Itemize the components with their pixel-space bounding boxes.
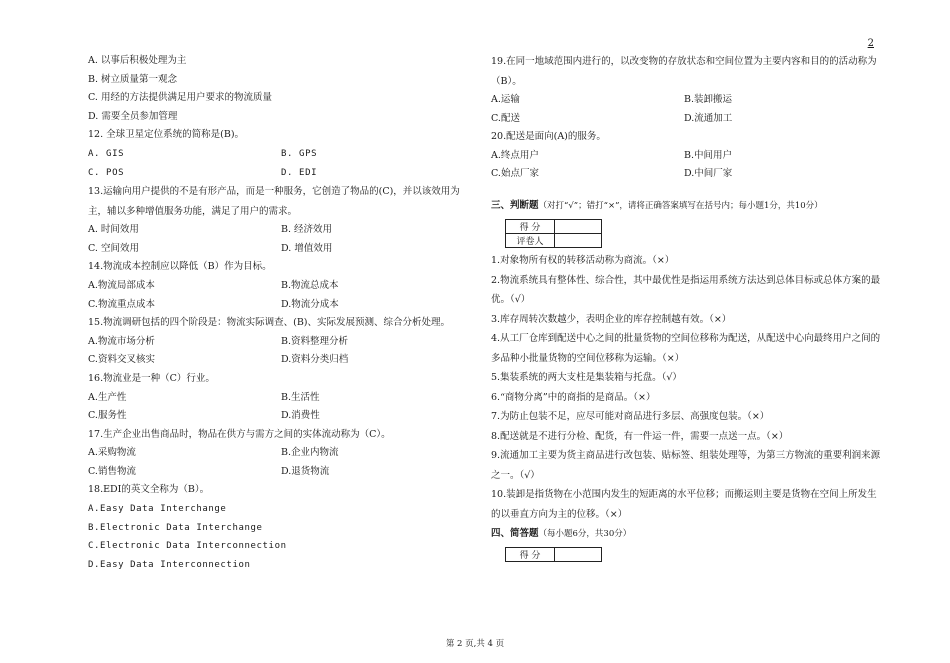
q19-options-row1	[491, 91, 881, 110]
page-footer: 第 2 页,共 4 页	[445, 639, 505, 649]
section-3-title: 三、判断题	[491, 199, 539, 211]
q11-option-d: D. 需要全员参加管理	[88, 110, 178, 122]
grader-label: 评卷人	[506, 234, 555, 248]
q15-option-d: D.资料分类归档	[281, 354, 349, 366]
q14-option-b: B.物流总成本	[281, 279, 339, 291]
section-4-title: 四、简答题	[491, 528, 539, 540]
judgment-5: 5.集装系统的两大支柱是集装箱与托盘。（√）	[491, 372, 682, 384]
score-cell[interactable]	[555, 220, 602, 234]
grader-cell[interactable]	[555, 234, 602, 248]
q14-options-row2	[88, 296, 478, 315]
q11-option-c: C. 用经的方法提供满足用户要求的物流质量	[88, 92, 272, 104]
score-table-section-4	[505, 547, 602, 562]
q13-option-a: A. 时间效用	[88, 224, 139, 236]
q16-option-b: B.生活性	[281, 391, 320, 403]
q12-options-row1	[88, 145, 478, 164]
judgment-8: 8.配送就是不进行分检、配货，有一件运一件，需要一点送一点。（×）	[491, 430, 789, 442]
q18-option-b: B.Electronic Data Interchange	[88, 522, 263, 533]
q17-option-d: D.退货物流	[281, 465, 330, 477]
q13-option-b: B. 经济效用	[281, 224, 333, 236]
q15-options-row2	[88, 351, 478, 370]
judgment-7: 7.为防止包装不足，应尽可能对商品进行多层、高强度包装。（×）	[491, 411, 770, 423]
q19-stem: 19.在同一地域范围内进行的，以改变物的存放状态和空间位置为主要内容和目的的活动称为（B）。	[491, 56, 877, 87]
section-3-heading	[491, 196, 881, 217]
judgment-10: 10.装卸是指货物在小范围内发生的短距离的水平位移；而搬运则主要是货物在空间上所发生的以垂直方向为主的位移。（×）	[491, 489, 877, 520]
q20-option-b: B.中间用户	[684, 149, 733, 161]
judgment-1: 1.对象物所有权的转移活动称为商流。（×）	[491, 255, 675, 267]
q19-option-c: C.配送	[491, 112, 520, 124]
judgment-4: 4.从工厂仓库到配送中心之间的批量货物的空间位移称为配送，从配送中心向最终用户之间的多品种小批量货物的空间位移称为运输。（×）	[491, 333, 881, 364]
q14-options-row1	[88, 277, 478, 296]
q12-option-d: D. EDI	[281, 167, 318, 178]
q12-options-row2	[88, 164, 478, 183]
q19-option-a: A.运输	[491, 94, 520, 105]
judgment-2: 2.物流系统具有整体性、综合性，其中最优性是指运用系统方法达到总体目标或总体方案的最优。（√）	[491, 274, 881, 306]
q19-options-row2	[491, 110, 881, 129]
judgment-9: 9.流通加工主要为货主商品进行改包装、贴标签、组装处理等，为第三方物流的重要利润来源之一。（√）	[491, 450, 881, 481]
q16-options-row1	[88, 389, 478, 408]
q17-option-c: C.销售物流	[88, 465, 136, 477]
q15-stem: 15.物流调研包括的四个阶段是：物流实际调查、(B)、实际发展预测、综合分析处理。	[88, 317, 451, 329]
q15-option-c: C.资料交叉核实	[88, 354, 155, 366]
q16-option-c: C.服务性	[88, 410, 127, 422]
q13-stem: 13.运输向用户提供的不是有形产品，而是一种服务，它创造了物品的(C)，并以该效用为主，辅以多种增值服务功能，满足了用户的需求。	[88, 186, 460, 217]
q13-option-d: D. 增值效用	[281, 242, 333, 254]
q13-options-row1	[88, 221, 478, 240]
q18-option-c: C.Electronic Data Interconnection	[88, 541, 287, 552]
q13-option-c: C. 空间效用	[88, 242, 139, 254]
q20-options-row1	[491, 147, 881, 166]
q18-stem: 18.EDI的英文全称为（B）。	[88, 484, 210, 496]
q11-option-b: B. 树立质量第一观念	[88, 73, 178, 85]
q11-option-a: A. 以事后积极处理为主	[88, 55, 187, 66]
q18-option-d: D.Easy Data Interconnection	[88, 559, 251, 570]
q14-option-c: C.物流重点成本	[88, 298, 155, 310]
q20-option-d: D.中间厂家	[684, 168, 733, 180]
section-3-note: （对打“√”；错打“×”，请将正确答案填写在括号内；每小题1分，共10分）	[538, 200, 823, 211]
q12-option-b: B. GPS	[281, 148, 318, 159]
q15-option-a: A.物流市场分析	[88, 335, 155, 347]
q17-options-row1	[88, 444, 478, 463]
section-4-note: （每小题6分，共30分）	[538, 529, 632, 540]
q14-option-a: A.物流局部成本	[88, 279, 155, 291]
q16-option-d: D.消费性	[281, 410, 320, 422]
judgment-3: 3.库存周转次数越少，表明企业的库存控制越有效。（×）	[491, 313, 732, 325]
q15-option-b: B.资料整理分析	[281, 335, 349, 347]
q17-option-a: A.采购物流	[88, 447, 136, 459]
q16-stem: 16.物流业是一种（C）行业。	[88, 372, 215, 384]
q16-options-row2	[88, 407, 478, 426]
judgment-6: 6.“商物分离”中的商指的是商品。（×）	[491, 391, 656, 403]
q20-options-row2	[491, 165, 881, 184]
q20-option-a: A.终点用户	[491, 149, 539, 161]
q13-options-row2	[88, 240, 478, 259]
score-table-section-3	[505, 219, 602, 248]
q14-stem: 14.物流成本控制应以降低（B）作为目标。	[88, 261, 272, 273]
left-column	[88, 52, 478, 574]
score-label: 得 分	[506, 220, 555, 234]
score-label-section-4: 得 分	[506, 547, 555, 561]
right-column	[491, 52, 881, 565]
q16-option-a: A.生产性	[88, 391, 127, 403]
q12-option-c: C. POS	[88, 167, 125, 178]
score-cell-section-4[interactable]	[555, 547, 602, 561]
q14-option-d: D.物流分成本	[281, 298, 339, 310]
q15-options-row1	[88, 333, 478, 352]
q19-option-d: D.流通加工	[684, 112, 733, 124]
page-number: 2	[867, 38, 874, 49]
q17-stem: 17.生产企业出售商品时，物品在供方与需方之间的实体流动称为（C）。	[88, 428, 391, 440]
section-4-heading	[491, 524, 881, 545]
q17-option-b: B.企业内物流	[281, 447, 339, 459]
q17-options-row2	[88, 463, 478, 482]
q12-option-a: A. GIS	[88, 148, 125, 159]
q12-stem: 12. 全球卫星定位系统的简称是(B)。	[88, 129, 245, 141]
q19-option-b: B.装卸搬运	[684, 94, 733, 105]
q20-stem: 20.配送是面向(A)的服务。	[491, 131, 606, 143]
q18-option-a: A.Easy Data Interchange	[88, 504, 227, 515]
q20-option-c: C.始点厂家	[491, 168, 539, 180]
